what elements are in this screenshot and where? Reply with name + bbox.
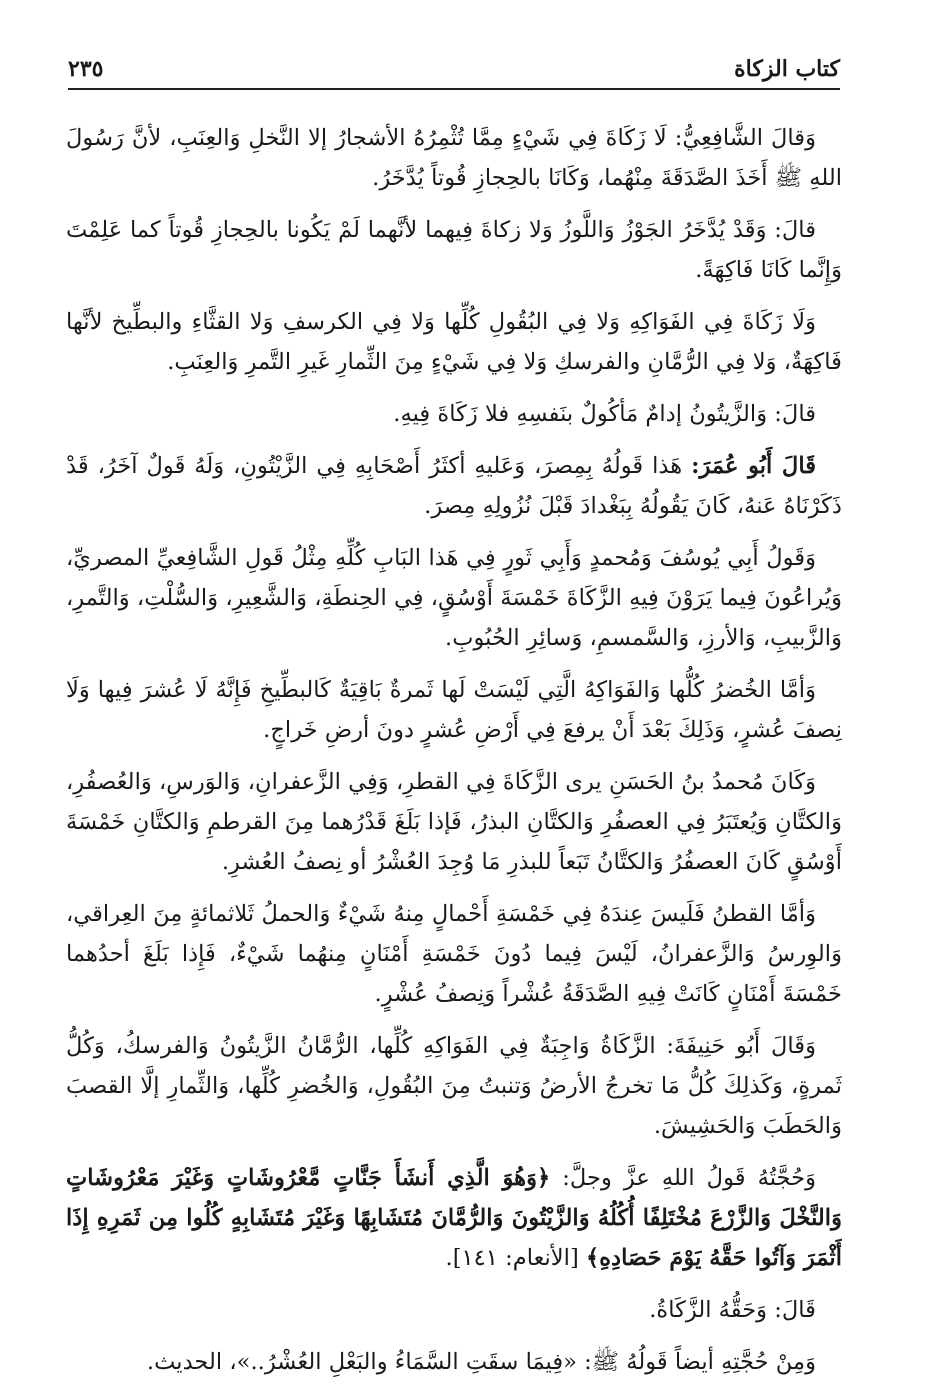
- paragraph: وَمِنْ حُجَّتِهِ أيضاً قَولُهُ ﷺ: «فِيمَا سقَتِ السَّمَاءُ والبَعْلِ العُشْرُ..»، الحديث.: [146, 1349, 816, 1375]
- paragraph: [66, 446, 842, 526]
- paragraph: وَأمَّا الخُضرُ كُلُّها وَالفَوَاكِهُ الَّتِي لَيْسَتْ لَها ثَمرةٌ بَاقِيَةٌ كَالبطِّيخِ فَإِنَّهُ لَا عُشرَ فِيها وَلَا نِصفَ عُشرٍ، وَذَلِكَ بَعْدَ أَنْ يرفعَ فِي أَرْضِ عُشرٍ دونَ أرضِ خَراجٍ.: [66, 677, 842, 743]
- paragraph: وَكَانَ مُحمدُ بنُ الحَسَنِ يرى الزَّكَاةَ فِي القطرِ، وَفِي الزَّعفرانِ، وَالوَرسِ، وَالعُصفُرِ، وَالكتَّانِ وَيُعتَبَرُ فِي العصفُرِ وَالكتَّانِ البذرُ، فَإذا بَلَغَ قَدْرُهما مِنَ القرطمِ وَالكتَّانِ خَمْسَةَ أَوْسُقٍ كَانَ العصفُرُ وَالكتَّانُ تَبَعاً للبذرِ مَا وُجِدَ العُشْرُ أو نِصفُ العُشرِ.: [66, 769, 842, 875]
- header-rule: [68, 88, 840, 90]
- page-number: ٢٣٥: [68, 56, 104, 82]
- paragraph: وَلَا زَكَاةَ فِي الفَوَاكِهِ وَلا فِي البُقُولِ كُلِّها وَلا فِي الكرسفِ وَلا القثَّاءِ والبطِّيخ لأنَّها فَاكِهَةٌ، وَلا فِي الرُّمَّانِ والفرسكِ وَلا فِي شَيْءٍ مِنَ الثِّمارِ غَيرِ التَّمرِ وَالعِنَبِ.: [66, 309, 842, 375]
- book-title: كتاب الزكاة: [734, 56, 840, 82]
- paragraph-text: هَذا قَولُهُ بِمِصرَ، وَعَليهِ أكثَرُ أَصْحَابِهِ فِي الزَّيْتُونِ، وَلَهُ قَولٌ آخَرُ، قَدْ ذَكَرْنَاهُ عَنهُ، كَانَ يَقُولُهُ بِبَغْدادَ قَبْلَ نُزُولِهِ مِصرَ.: [66, 453, 842, 519]
- paragraph: قالَ: وَقَدْ يُدَّخَرُ الجَوْزُ وَاللَّوزُ وَلا زكاةَ فِيهما لأنَّهما لَمْ يَكُونا بالحِجازِ قُوتاً كما عَلِمْتَ وَإِنَّما كَانَا فَاكِهَةً.: [66, 217, 842, 283]
- page-header: [68, 52, 840, 92]
- paragraph: وَقَولُ أَبِي يُوسُفَ وَمُحمدٍ وَأَبِي ثَورٍ فِي هَذا البَابِ كُلِّهِ مِثْلُ قَولِ الشَّافِعيِّ المصريِّ، وَيُراعُونَ فِيما يَرَوْنَ فِيهِ الزَّكَاةَ خَمْسَةَ أَوْسُقٍ، فِي الحِنطَةِ، وَالشَّعِيرِ، وَالسُّلْتِ، وَالتَّمرِ، وَالزَّبيبِ، وَالأرزِ، وَالسَّمسمِ، وَسائِرِ الحُبُوبِ.: [66, 545, 842, 651]
- page-body: [66, 118, 842, 1380]
- paragraph: قَالَ: وَحَقُّهُ الزَّكَاةُ.: [649, 1297, 816, 1323]
- paragraph: قالَ: وَالزَّيتُونُ إدامٌ مَأكُولٌ بنَفسِهِ فلا زَكَاةَ فِيهِ.: [393, 401, 816, 427]
- paragraph-lead: قَالَ أَبُو عُمَرَ:: [691, 453, 817, 479]
- paragraph: [66, 1158, 842, 1278]
- quran-verse: ﴿وَهُوَ الَّذِي أَنشَأَ جَنَّاتٍ مَّعْرُوشَاتٍ وَغَيْرَ مَعْرُوشَاتٍ وَالنَّخْلَ وَالزَّرْعَ مُخْتَلِفًا أُكُلُهُ وَالزَّيْتُونَ وَالرُّمَّانَ مُتَشَابِهًا وَغَيْرَ مُتَشَابِهٍ كُلُوا مِن ثَمَرِهِ إِذَا أَثْمَرَ وَآتُوا حَقَّهُ يَوْمَ حَصَادِهِ﴾: [66, 1165, 842, 1271]
- paragraph: وَقَالَ أَبُو حَنِيفَةَ: الزَّكَاةُ وَاجِبَةٌ فِي الفَوَاكِهِ كُلِّها، الرُّمَّانُ الزَّيتُونُ وَالفرسكُ، وَكُلُّ ثَمرةٍ، وَكَذلِكَ كُلُّ مَا تخرجُ الأرضُ وَتنبتُ مِنَ البُقُولِ، وَالخُضرِ كُلِّها، وَالثِّمارِ إلَّا القصبَ وَالحَطَبَ وَالحَشِيشَ.: [66, 1033, 842, 1139]
- paragraph: وَقالَ الشَّافِعِيُّ: لَا زَكَاةَ فِي شَيْءٍ مِمَّا تُثْمِرُهُ الأشجارُ إلا النَّخلِ وَالعِنَبِ، لأنَّ رَسُولَ اللهِ ﷺ أَخَذَ الصَّدَقَةَ مِنْهُما، وَكَانَا بالحِجازِ قُوتاً يُدَّخَرُ.: [66, 125, 842, 191]
- verse-reference: [الأنعام: ١٤١].: [445, 1245, 579, 1271]
- paragraph: وَأمَّا القطنُ فَلَيسَ عِندَهُ فِي خَمْسَةِ أَحْمالٍ مِنهُ شَيْءٌ وَالحملُ ثَلاثمائةٍ مِنَ العِراقي، وَالوِرسُ وَالزَّعفرانُ، لَيْسَ فِيما دُونَ خَمْسَةِ أَمْنَانٍ مِنهُما شَيْءٌ، فَإِذا بَلَغَ أحدُهما خَمْسَةَ أَمْنَانٍ كَانَتْ فِيهِ الصَّدَقَةُ عُشْراً وَنِصفُ عُشْرٍ.: [66, 901, 842, 1007]
- paragraph-text: وَحُجَّتُهُ قَولُ اللهِ عزَّ وجلَّ:: [562, 1165, 817, 1191]
